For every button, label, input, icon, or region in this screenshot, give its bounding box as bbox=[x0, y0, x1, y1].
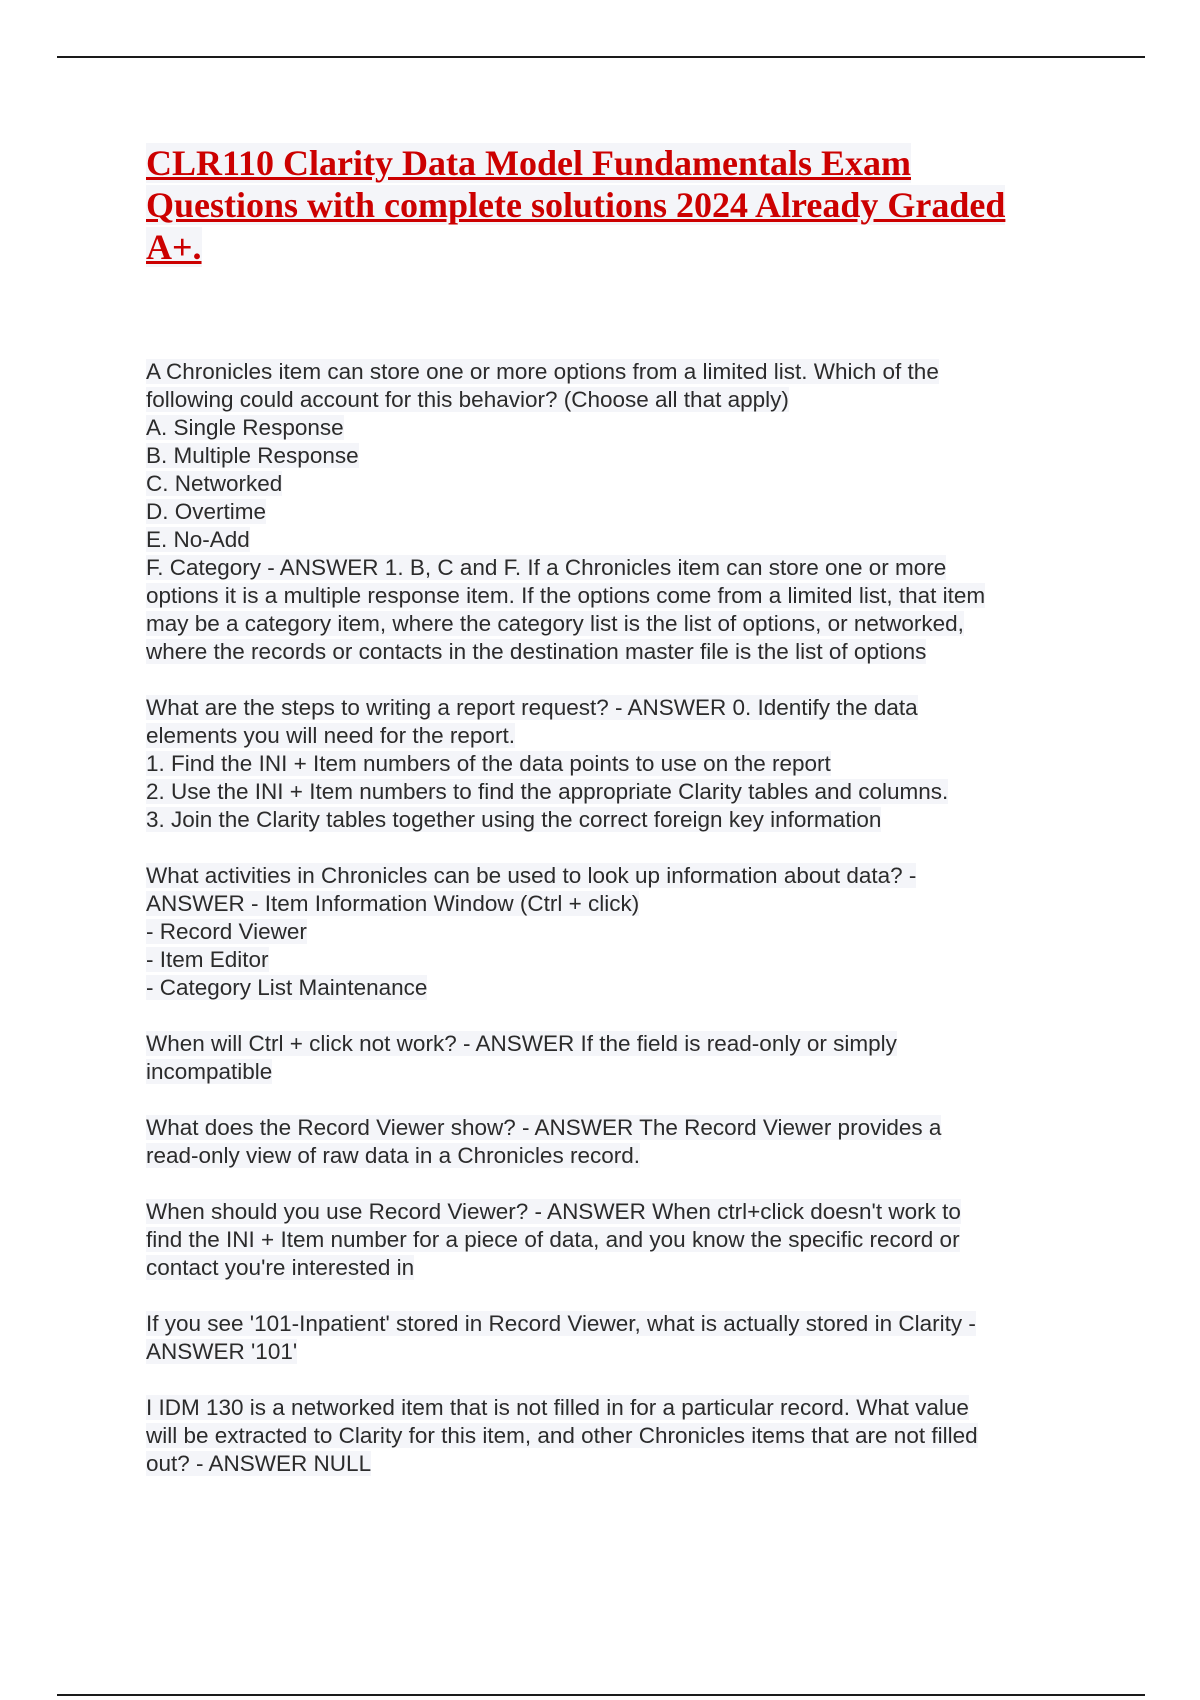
text-line: following could account for this behavior? (Choose all that apply) bbox=[146, 387, 789, 412]
text-line: find the INI + Item number for a piece of data, and you know the specific record or bbox=[146, 1227, 960, 1252]
qa-block-8 bbox=[146, 1394, 1076, 1478]
text-line: F. Category - ANSWER 1. B, C and F. If a Chronicles item can store one or more bbox=[146, 555, 947, 580]
text-line: D. Overtime bbox=[146, 499, 267, 524]
title-line-2: Questions with complete solutions 2024 Already Graded bbox=[146, 185, 1006, 225]
footer-rule bbox=[57, 1694, 1145, 1696]
text-line: A. Single Response bbox=[146, 415, 344, 440]
qa-block-1 bbox=[146, 358, 1076, 666]
qa-block-7 bbox=[146, 1310, 1076, 1366]
qa-content bbox=[146, 358, 1076, 1506]
qa-block-2 bbox=[146, 694, 1076, 834]
text-line: What are the steps to writing a report request? - ANSWER 0. Identify the data bbox=[146, 695, 918, 720]
text-line: I IDM 130 is a networked item that is not filled in for a particular record. What value bbox=[146, 1395, 969, 1420]
text-line: read-only view of raw data in a Chronicles record. bbox=[146, 1143, 640, 1168]
qa-block-5 bbox=[146, 1114, 1076, 1170]
text-line: 1. Find the INI + Item numbers of the data points to use on the report bbox=[146, 751, 831, 776]
text-line: What activities in Chronicles can be used to look up information about data? - bbox=[146, 863, 917, 888]
text-line: may be a category item, where the category list is the list of options, or networked, bbox=[146, 611, 964, 636]
text-line: out? - ANSWER NULL bbox=[146, 1451, 372, 1476]
title-line-1: CLR110 Clarity Data Model Fundamentals Exam bbox=[146, 143, 911, 183]
text-line: C. Networked bbox=[146, 471, 283, 496]
text-line: ANSWER - Item Information Window (Ctrl + click) bbox=[146, 891, 640, 916]
qa-block-4 bbox=[146, 1030, 1076, 1086]
text-line: What does the Record Viewer show? - ANSWER The Record Viewer provides a bbox=[146, 1115, 942, 1140]
text-line: 2. Use the INI + Item numbers to find the appropriate Clarity tables and columns. bbox=[146, 779, 949, 804]
text-line: contact you're interested in bbox=[146, 1255, 415, 1280]
title-line-3: A+. bbox=[146, 227, 202, 267]
header-rule bbox=[57, 56, 1145, 58]
text-line: - Item Editor bbox=[146, 947, 269, 972]
text-line: 3. Join the Clarity tables together using the correct foreign key information bbox=[146, 807, 882, 832]
text-line: E. No-Add bbox=[146, 527, 250, 552]
document-title bbox=[146, 142, 1066, 268]
qa-block-3 bbox=[146, 862, 1076, 1002]
text-line: elements you will need for the report. bbox=[146, 723, 515, 748]
text-line: ANSWER '101' bbox=[146, 1339, 298, 1364]
text-line: When will Ctrl + click not work? - ANSWER If the field is read-only or simply bbox=[146, 1031, 897, 1056]
text-line: A Chronicles item can store one or more options from a limited list. Which of the bbox=[146, 359, 939, 384]
text-line: - Category List Maintenance bbox=[146, 975, 428, 1000]
text-line: When should you use Record Viewer? - ANSWER When ctrl+click doesn't work to bbox=[146, 1199, 961, 1224]
text-line: where the records or contacts in the destination master file is the list of options bbox=[146, 639, 927, 664]
text-line: incompatible bbox=[146, 1059, 273, 1084]
qa-block-6 bbox=[146, 1198, 1076, 1282]
text-line: will be extracted to Clarity for this item, and other Chronicles items that are not filled bbox=[146, 1423, 978, 1448]
text-line: - Record Viewer bbox=[146, 919, 307, 944]
text-line: B. Multiple Response bbox=[146, 443, 359, 468]
text-line: options it is a multiple response item. If the options come from a limited list, that item bbox=[146, 583, 986, 608]
text-line: If you see '101-Inpatient' stored in Record Viewer, what is actually stored in Clarity - bbox=[146, 1311, 976, 1336]
